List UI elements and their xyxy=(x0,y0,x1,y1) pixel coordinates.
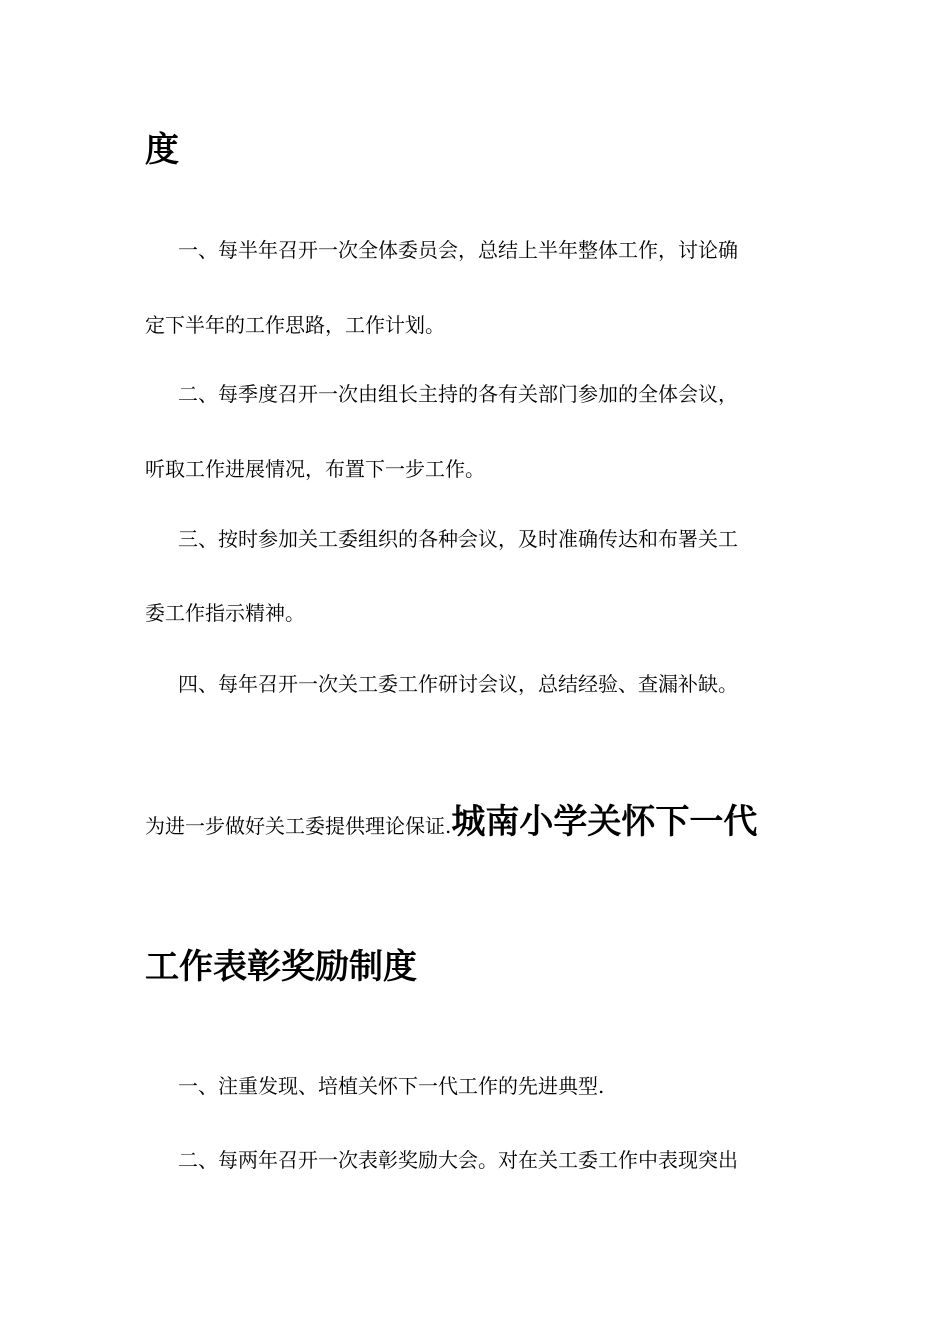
closing-sentence: 为进一步做好关工委提供理论保证. xyxy=(145,814,452,838)
section-item-1: 一、注重发现、培植关怀下一代工作的先进典型. xyxy=(178,1074,605,1098)
section-title-tail: 度 xyxy=(145,130,179,170)
paragraph-2-line-1: 二、每季度召开一次由组长主持的各有关部门参加的全体会议， xyxy=(178,382,738,406)
section-title-part-2: 工作表彰奖励制度 xyxy=(145,947,417,987)
section-item-2: 二、每两年召开一次表彰奖励大会。对在关工委工作中表现突出 xyxy=(178,1148,738,1172)
paragraph-3-line-2: 委工作指示精神。 xyxy=(145,601,305,625)
paragraph-4-line-1: 四、每年召开一次关工委工作研讨会议，总结经验、查漏补缺。 xyxy=(178,672,738,696)
closing-and-section-title-line xyxy=(145,800,815,848)
paragraph-3-line-1: 三、按时参加关工委组织的各种会议，及时准确传达和布署关工 xyxy=(178,527,738,551)
paragraph-2-line-2: 听取工作进展情况，布置下一步工作。 xyxy=(145,457,485,481)
section-title-part-1: 城南小学关怀下一代 xyxy=(451,802,758,842)
paragraph-1-line-1: 一、每半年召开一次全体委员会，总结上半年整体工作，讨论确 xyxy=(178,238,738,262)
paragraph-1-line-2: 定下半年的工作思路，工作计划。 xyxy=(145,313,445,337)
